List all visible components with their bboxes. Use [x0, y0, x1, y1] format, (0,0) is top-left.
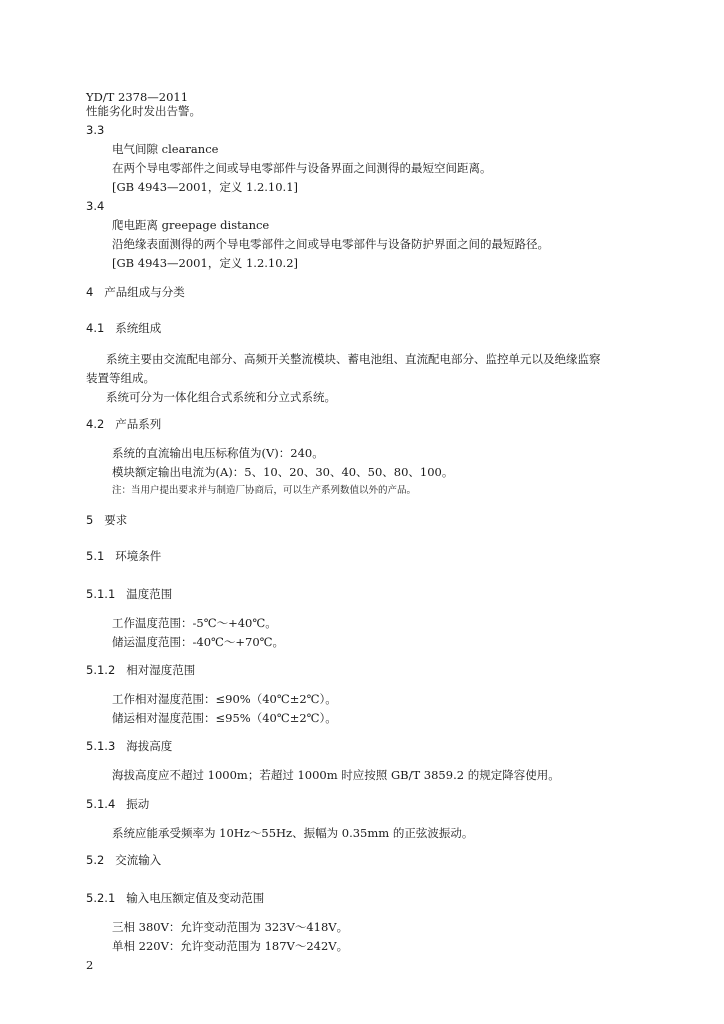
clause-3-3-number: 3.3 — [86, 123, 105, 137]
section-5-1-1-number: 5.1.1 — [86, 587, 116, 601]
section-4-2-heading — [86, 417, 161, 431]
section-5-1-3-paragraph-1: 海拔高度应不超过 1000m；若超过 1000m 时应按照 GB/T 3859.2 的规定降容使用。 — [112, 768, 560, 782]
section-5-2-heading — [86, 853, 161, 867]
section-5-1-3-title: 海拔高度 — [126, 739, 173, 753]
section-5-1-1-paragraph-2: 储运温度范围：-40℃～+70℃。 — [112, 635, 285, 649]
clause-3-4-term: 爬电距离 greepage distance — [112, 218, 270, 232]
section-5-2-title: 交流输入 — [115, 853, 162, 867]
section-5-2-1-paragraph-2: 单相 220V：允许变动范围为 187V～242V。 — [112, 939, 349, 953]
section-5-2-number: 5.2 — [86, 853, 105, 867]
section-5-1-4-paragraph-1: 系统应能承受频率为 10Hz～55Hz、振幅为 0.35mm 的正弦波振动。 — [112, 826, 474, 840]
section-5-1-4-number: 5.1.4 — [86, 797, 116, 811]
section-5-1-3-number: 5.1.3 — [86, 739, 116, 753]
section-5-number: 5 — [86, 513, 94, 527]
section-4-1-paragraph-2: 系统可分为一体化组合式系统和分立式系统。 — [106, 390, 336, 404]
clause-3-4-reference: [GB 4943—2001，定义 1.2.10.2] — [112, 256, 299, 270]
section-5-1-number: 5.1 — [86, 549, 105, 563]
section-5-1-1-paragraph-1: 工作温度范围：-5℃～+40℃。 — [112, 616, 277, 630]
clause-3-3-definition: 在两个导电零部件之间或导电零部件与设备界面之间测得的最短空间距离。 — [112, 161, 492, 175]
section-4-2-paragraph-1: 系统的直流输出电压标称值为(V)：240。 — [112, 446, 324, 460]
section-5-2-1-number: 5.2.1 — [86, 891, 116, 905]
section-4-heading — [86, 285, 185, 299]
section-4-number: 4 — [86, 285, 94, 299]
section-5-1-4-heading — [86, 797, 149, 811]
section-4-2-title: 产品系列 — [115, 417, 162, 431]
section-4-2-paragraph-2: 模块额定输出电流为(A)：5、10、20、30、40、50、80、100。 — [112, 465, 454, 479]
paragraph-continued: 性能劣化时发出告警。 — [86, 104, 201, 118]
standard-code: YD/T 2378—2011 — [86, 90, 189, 104]
section-5-title: 要求 — [104, 513, 128, 527]
section-4-title: 产品组成与分类 — [104, 285, 185, 299]
section-5-1-title: 环境条件 — [115, 549, 162, 563]
section-5-1-2-title: 相对湿度范围 — [126, 663, 196, 677]
section-5-1-4-title: 振动 — [126, 797, 150, 811]
section-5-2-1-title: 输入电压额定值及变动范围 — [126, 891, 265, 905]
section-4-2-number: 4.2 — [86, 417, 105, 431]
page-number: 2 — [86, 958, 94, 972]
clause-3-3-term: 电气间隙 clearance — [112, 142, 219, 156]
section-5-2-1-heading — [86, 891, 264, 905]
section-4-1-number: 4.1 — [86, 321, 105, 335]
section-5-1-1-title: 温度范围 — [126, 587, 173, 601]
section-5-1-3-heading — [86, 739, 172, 753]
section-5-1-1-heading — [86, 587, 172, 601]
clause-3-4-number: 3.4 — [86, 199, 105, 213]
section-4-1-paragraph-1a: 系统主要由交流配电部分、高频开关整流模块、蓄电池组、直流配电部分、监控单元以及绝缘监察 — [106, 352, 601, 366]
clause-3-4-definition: 沿绝缘表面测得的两个导电零部件之间或导电零部件与设备防护界面之间的最短路径。 — [112, 237, 549, 251]
section-4-1-paragraph-1b: 装置等组成。 — [86, 371, 155, 385]
section-5-1-heading — [86, 549, 161, 563]
section-5-1-2-paragraph-2: 储运相对湿度范围：≤95%（40℃±2℃）。 — [112, 711, 337, 725]
section-5-1-2-paragraph-1: 工作相对湿度范围：≤90%（40℃±2℃）。 — [112, 692, 337, 706]
section-4-2-note: 注：当用户提出要求并与制造厂协商后，可以生产系列数值以外的产品。 — [112, 485, 417, 496]
clause-3-3-reference: [GB 4943—2001，定义 1.2.10.1] — [112, 180, 299, 194]
section-5-2-1-paragraph-1: 三相 380V：允许变动范围为 323V～418V。 — [112, 920, 349, 934]
section-4-1-title: 系统组成 — [115, 321, 162, 335]
section-4-1-heading — [86, 321, 161, 335]
section-5-1-2-heading — [86, 663, 195, 677]
section-5-1-2-number: 5.1.2 — [86, 663, 116, 677]
section-5-heading — [86, 513, 127, 527]
